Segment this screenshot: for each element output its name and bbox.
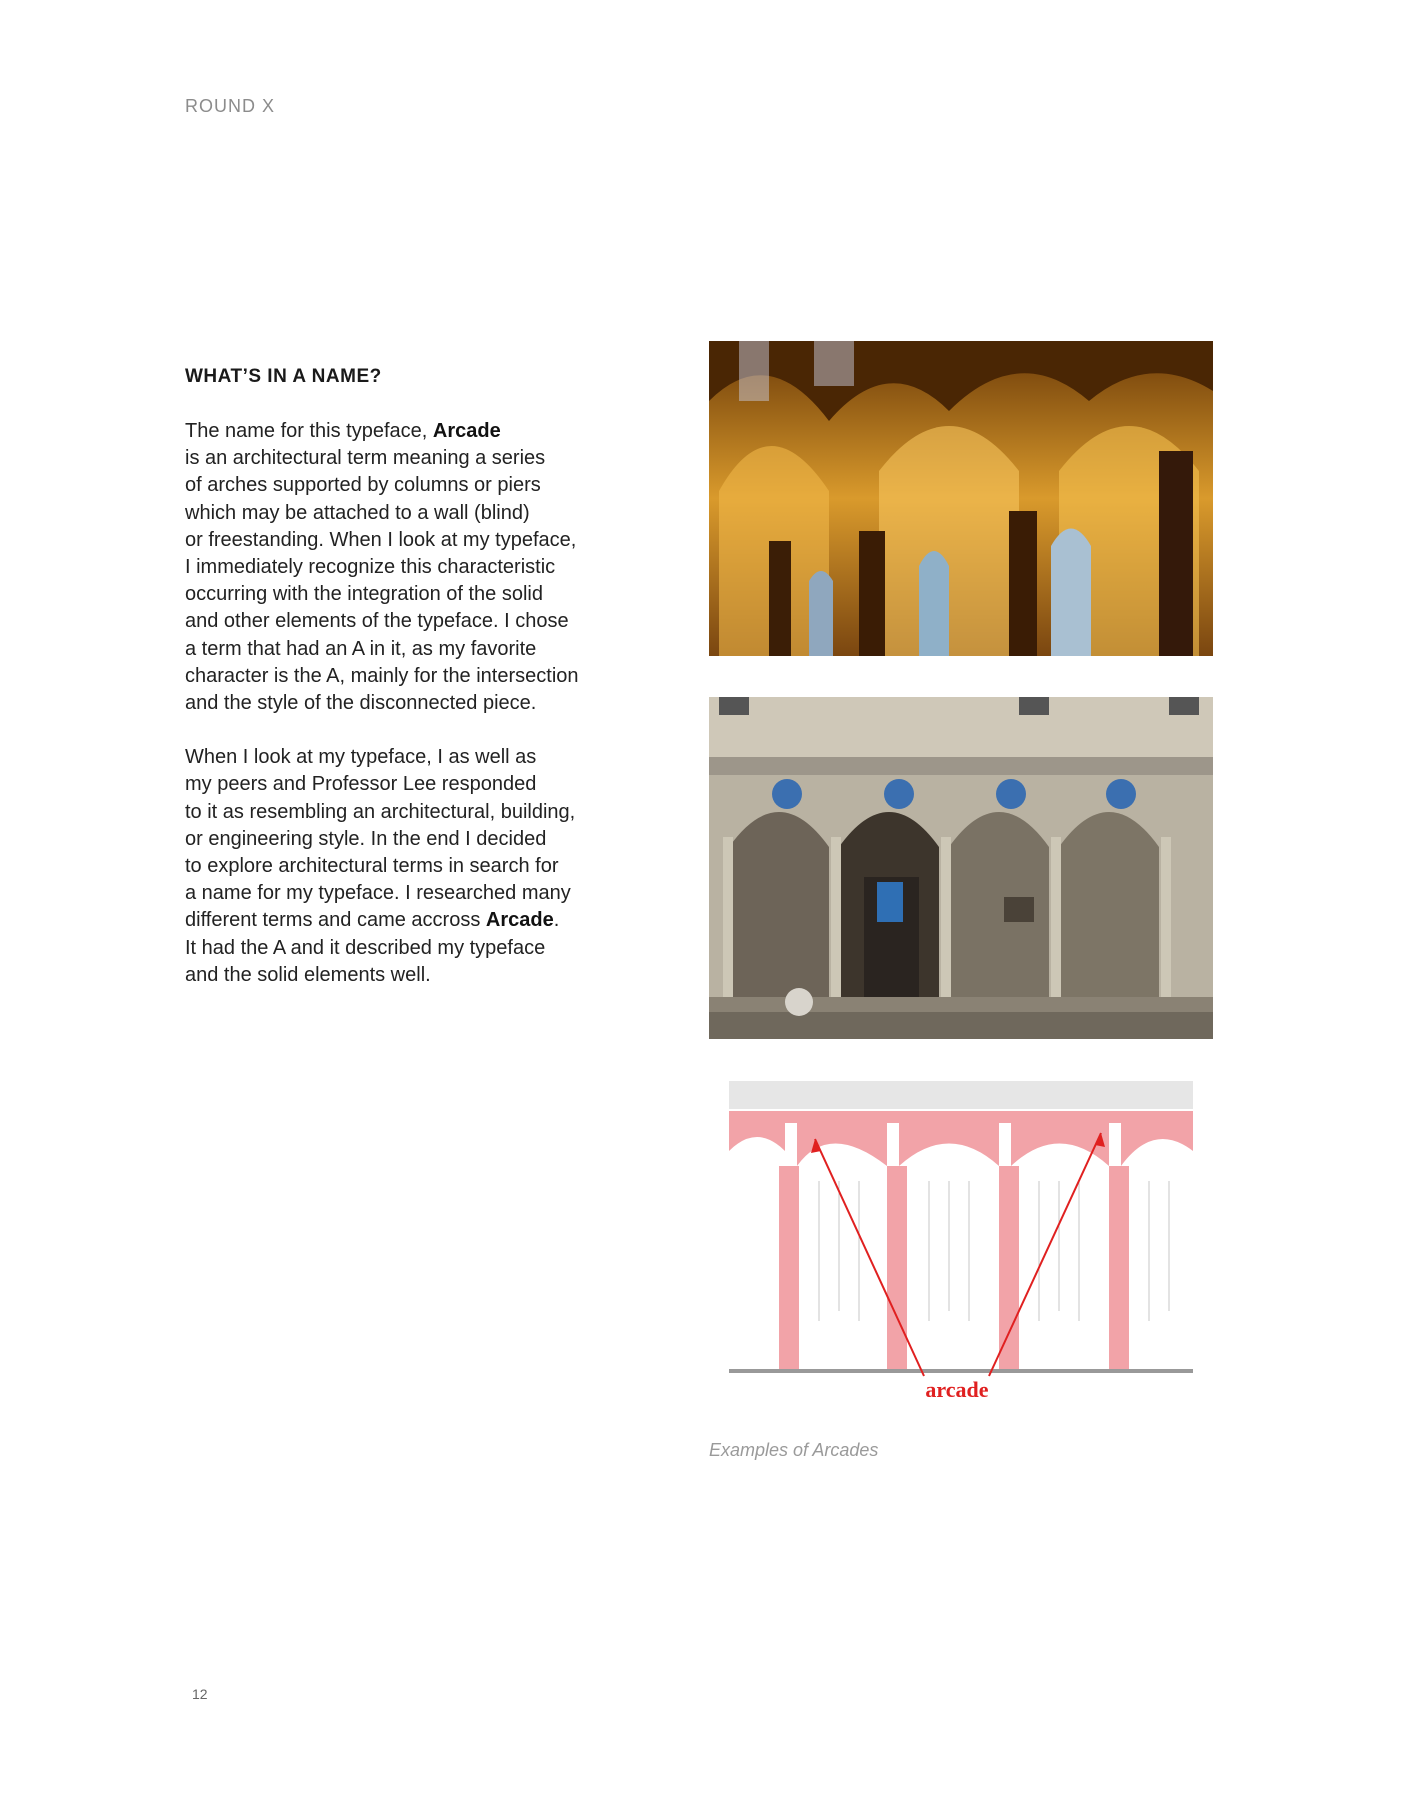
body-line: When I look at my typeface, I as well as	[185, 746, 537, 769]
facade-photo	[709, 697, 1213, 1039]
body-line: and other elements of the typeface. I chose	[185, 610, 569, 633]
body-line: my peers and Professor Lee responded	[185, 773, 537, 796]
body-line: to explore architectural terms in search for	[185, 855, 559, 878]
arcade-diagram	[729, 1081, 1193, 1405]
bold-term: Arcade	[485, 909, 554, 932]
body-line: The name for this typeface, Arcade	[185, 420, 501, 442]
body-line: which may be attached to a wall (blind)	[185, 501, 530, 524]
body-line: occurring with the integration of the solid	[185, 583, 543, 606]
body-line: character is the A, mainly for the intersection	[185, 664, 579, 687]
body-line: It had the A and it described my typeface	[185, 936, 546, 959]
figure-caption: Examples of Arcades	[709, 1440, 879, 1460]
body-line: a name for my typeface. I researched many	[185, 882, 571, 905]
body-line: or engineering style. In the end I decided	[185, 827, 547, 850]
arcade-diagram-label: arcade	[925, 1377, 989, 1402]
body-text	[185, 418, 665, 989]
body-line: different terms and came accross Arcade.	[185, 909, 560, 932]
body-line: of arches supported by columns or piers	[185, 474, 541, 497]
running-head: ROUND X	[185, 96, 276, 116]
page-number: 12	[192, 1686, 208, 1702]
church-interior-photo	[709, 341, 1213, 656]
bold-term: Arcade	[432, 420, 501, 442]
body-line: is an architectural term meaning a series	[185, 447, 546, 470]
body-line: and the style of the disconnected piece.	[185, 692, 537, 715]
body-line: I immediately recognize this characteristic	[185, 556, 556, 579]
body-line: a term that had an A in it, as my favorite	[185, 637, 537, 660]
section-heading: WHAT’S IN A NAME?	[185, 366, 382, 387]
body-line: or freestanding. When I look at my typeface,	[185, 528, 577, 551]
body-line: and the solid elements well.	[185, 963, 431, 986]
body-line: to it as resembling an architectural, building,	[185, 800, 576, 823]
